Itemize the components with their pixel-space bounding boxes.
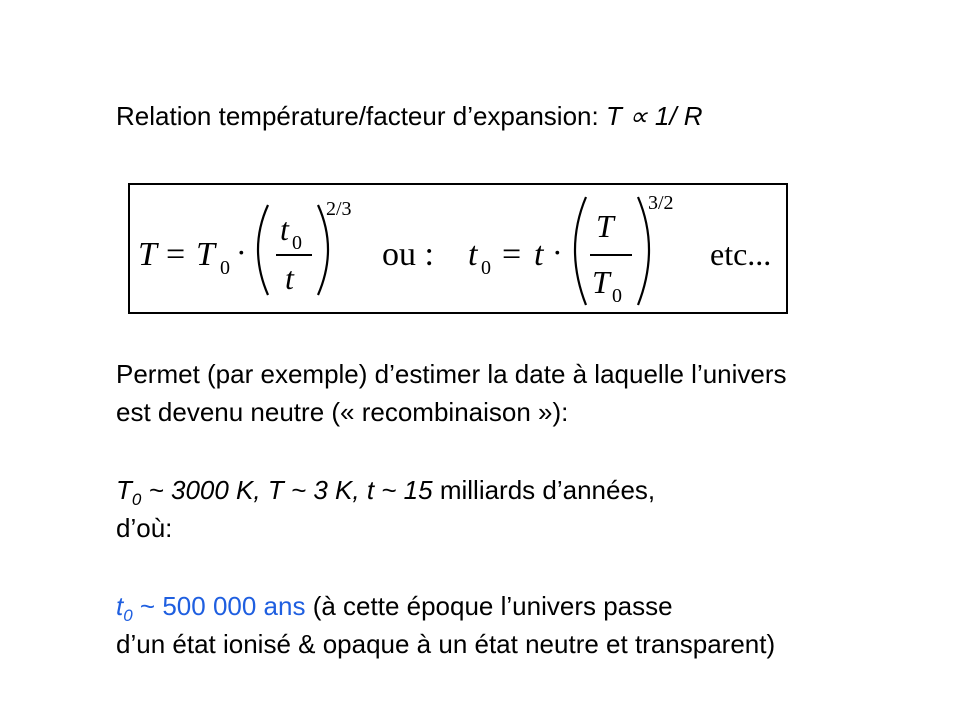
- formula-svg: [130, 185, 786, 312]
- paragraph1-line2: est devenu neutre (« recombinaison »):: [116, 397, 569, 427]
- result-value: ~ 500 000 ans: [132, 591, 306, 621]
- result-line2: d’un état ionisé & opaque à un état neutre et transparent): [116, 629, 776, 659]
- result-t0-symbol: t: [116, 591, 124, 621]
- values-T0-symbol: T: [116, 475, 132, 505]
- formula-paren-left-2: [575, 197, 586, 305]
- values-T0-sub: 0: [131, 490, 142, 509]
- formula-T0-den: T: [592, 264, 610, 300]
- formula-T-num: T: [596, 208, 614, 244]
- formula-t0-lhs-sub: 0: [481, 257, 491, 279]
- formula-exponent-1: 2/3: [326, 198, 352, 220]
- paragraph1-line1: Permet (par exemple) d’estimer la date à laquelle l’univers: [116, 359, 787, 389]
- formula-exponent-2: 3/2: [648, 192, 674, 214]
- formula-t0-num-sub: 0: [292, 232, 302, 254]
- formula-paren-left-1: [258, 205, 268, 295]
- formula-eq-2: =: [502, 236, 522, 273]
- formula-etc: etc...: [710, 236, 772, 272]
- formula-t0-num: t: [280, 211, 289, 247]
- values-numbers: ~ 3000 K, T ~ 3 K, t ~ 15: [141, 475, 433, 505]
- result-rest: (à cette époque l’univers passe: [305, 591, 673, 621]
- formula-t-den: t: [285, 260, 294, 296]
- heading-text: Relation température/facteur d’expansion:: [116, 101, 606, 131]
- result-t0-sub: 0: [123, 606, 133, 625]
- formula-T0-sub: 0: [220, 257, 230, 279]
- formula-T0-den-sub: 0: [612, 285, 622, 307]
- values-line2: d’où:: [116, 513, 173, 543]
- result-line: [116, 590, 673, 625]
- formula-ou: ou :: [382, 236, 434, 273]
- values-rest: milliards d’années,: [432, 475, 656, 505]
- heading-line: [116, 100, 703, 132]
- formula-t-rhs: t: [534, 236, 544, 273]
- values-line: [116, 474, 656, 509]
- formula-T0: T: [196, 236, 215, 273]
- formula-dot-1: ·: [236, 234, 247, 270]
- heading-relation: T ∝ 1/ R: [605, 101, 703, 131]
- formula-T: T: [138, 236, 157, 273]
- formula-t0-lhs: t: [468, 236, 478, 273]
- formula-dot-2: ·: [552, 234, 563, 270]
- formula-eq: =: [166, 236, 186, 273]
- formula-box: [128, 183, 788, 314]
